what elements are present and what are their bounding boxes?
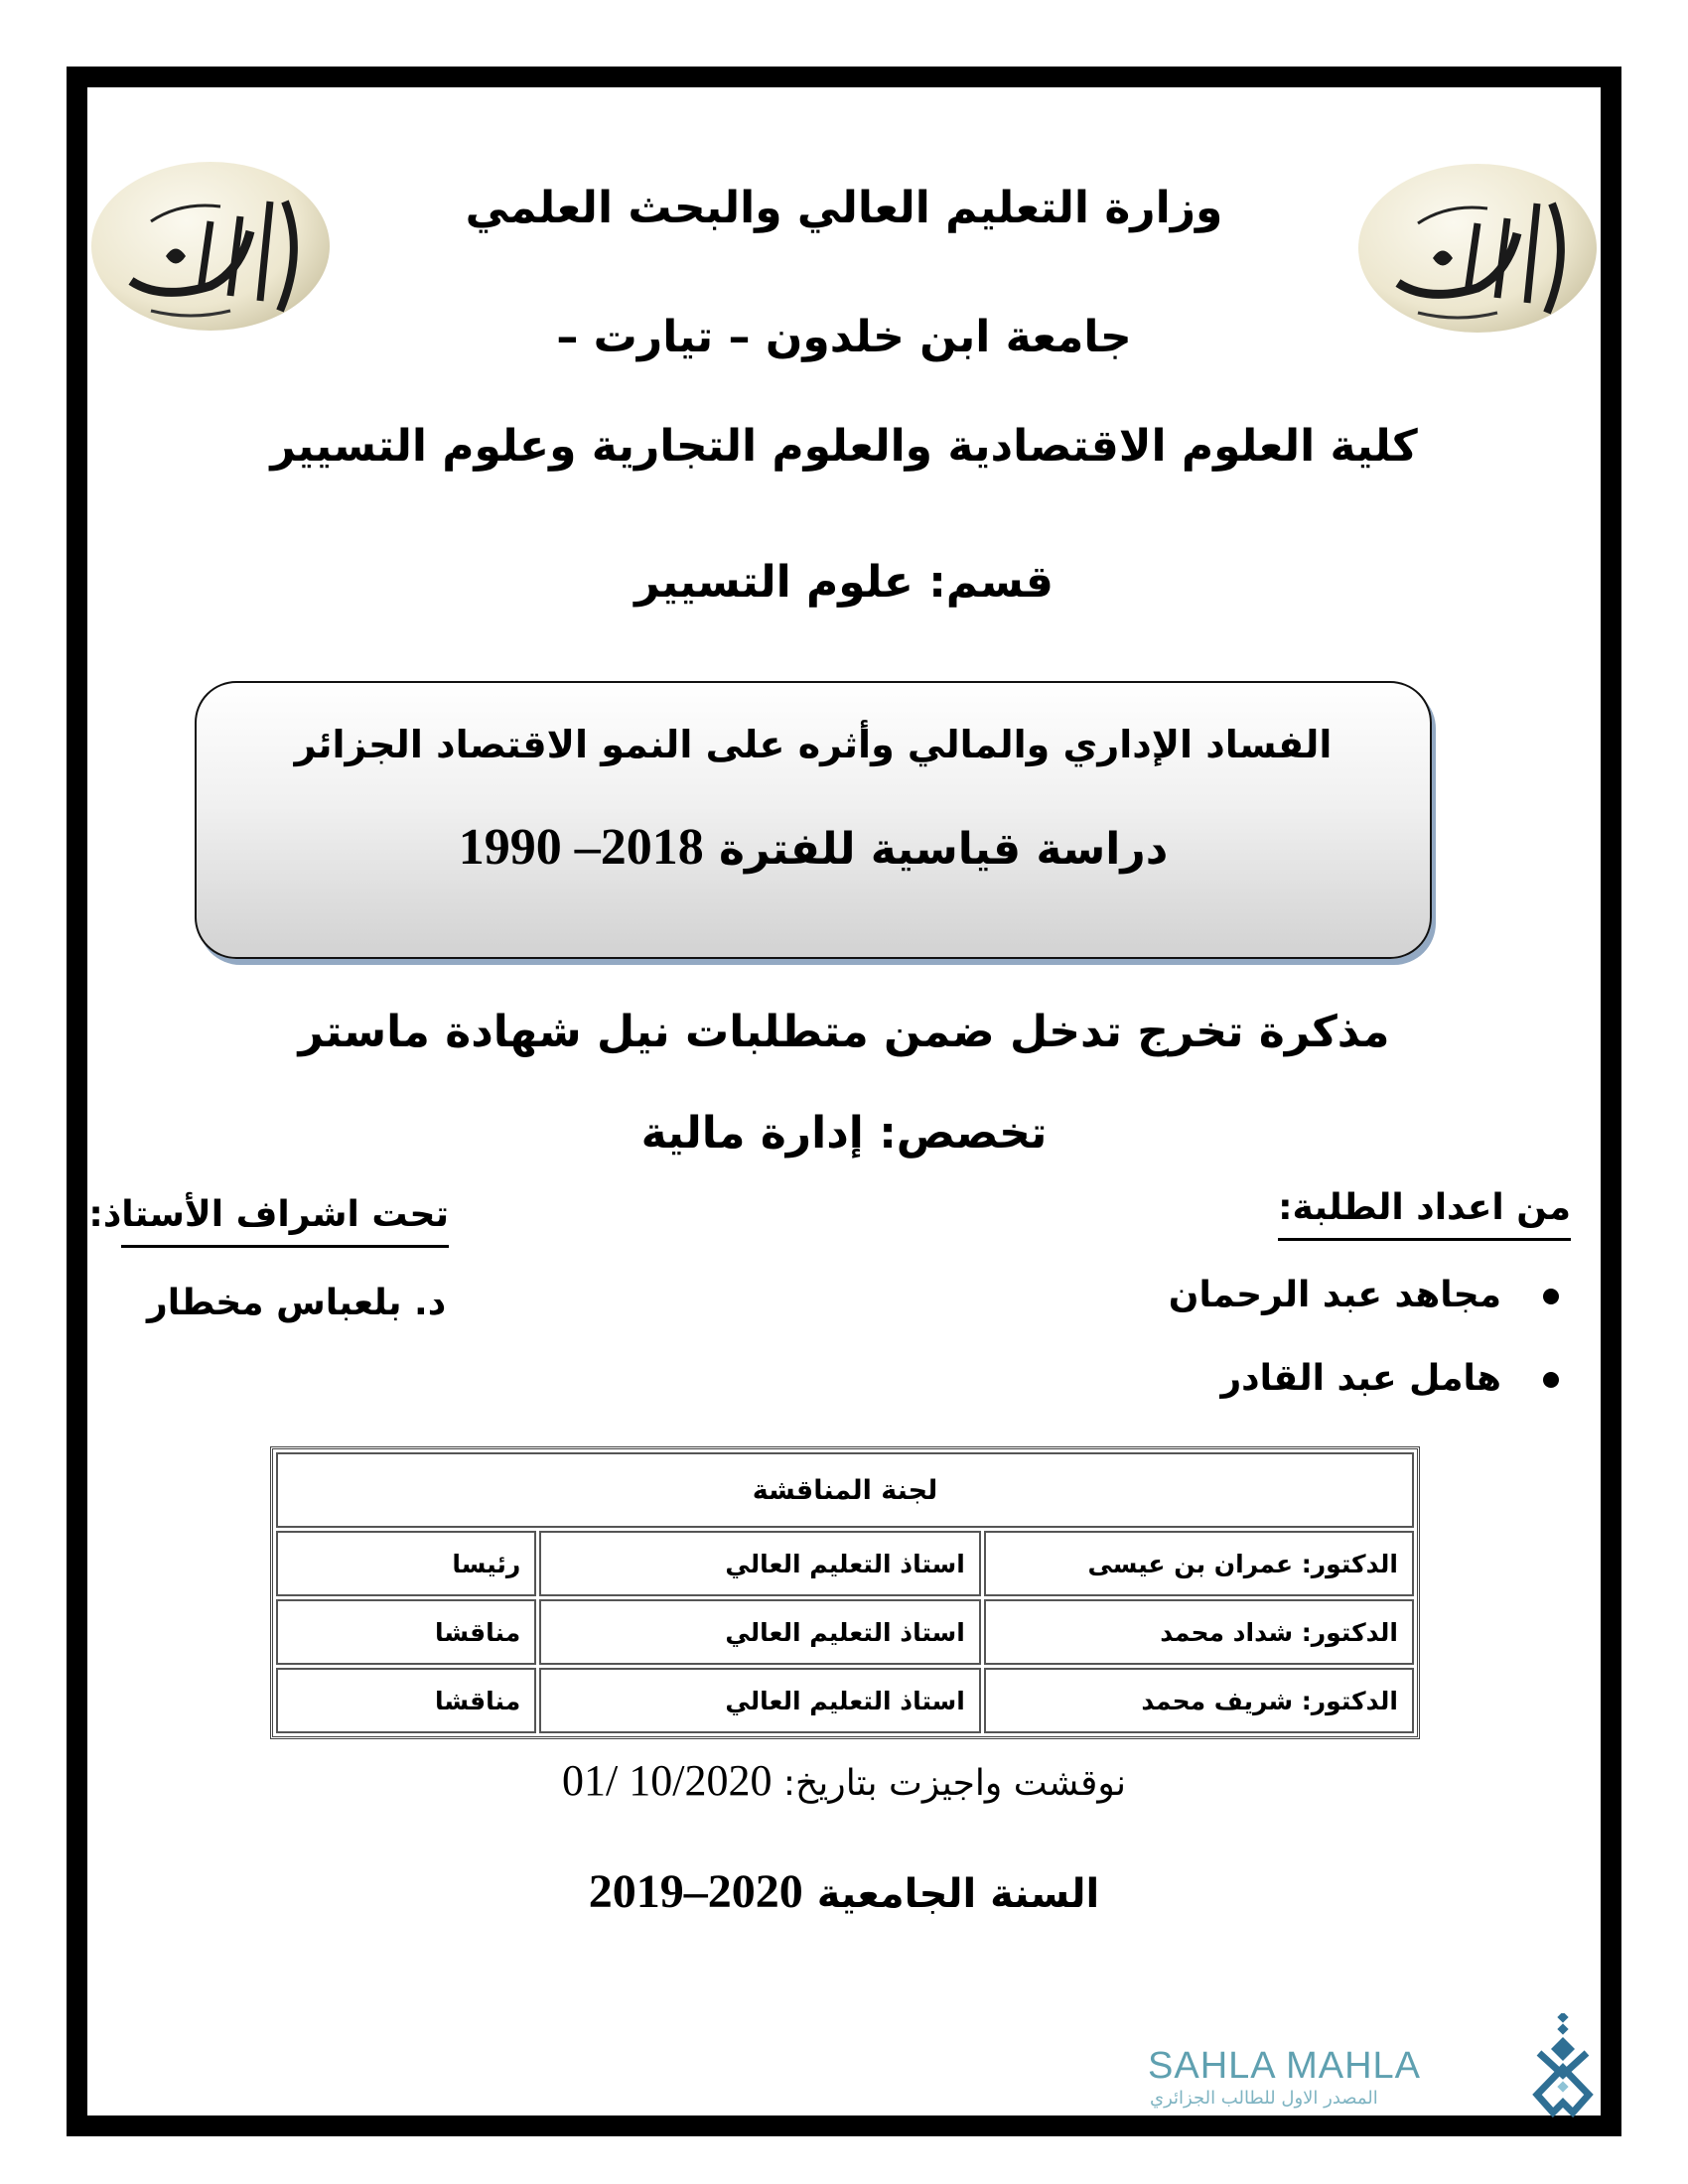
defense-date-line (0, 1755, 1688, 1806)
supervisor-name: د. بلعباس مخطار (147, 1283, 447, 1323)
faculty-heading: كلية العلوم الاقتصادية والعلوم التجارية وعلوم التسيير (270, 421, 1418, 472)
table-row (276, 1668, 1414, 1733)
students-heading: من اعداد الطلبة: (1278, 1187, 1571, 1241)
thesis-title: الفساد الإداري والمالي وأثره على النمو الاقتصاد الجزائر (294, 723, 1333, 766)
thesis-subtitle (197, 818, 1430, 877)
committee-title: لجنة المناقشة (276, 1452, 1414, 1528)
specialty: تخصص: إدارة مالية (640, 1108, 1048, 1159)
member-rank: استاذ التعليم العالي (539, 1668, 981, 1733)
watermark-brand: SAHLA MAHLA (1148, 2045, 1421, 2087)
university-heading: جامعة ابن خلدون – تيارت – (556, 312, 1132, 362)
watermark-tagline: المصدر الاول للطالب الجزائري (1150, 2088, 1378, 2109)
table-row (276, 1531, 1414, 1596)
member-name: الدكتور: شريف محمد (984, 1668, 1414, 1733)
academic-year-value: 2019–2020 (588, 1865, 803, 1918)
thesis-title-box (195, 681, 1432, 959)
member-role: مناقشا (276, 1599, 536, 1665)
member-rank: استاذ التعليم العالي (539, 1599, 981, 1665)
bullet-icon (1543, 1289, 1559, 1304)
member-rank: استاذ التعليم العالي (539, 1531, 981, 1596)
ministry-heading: وزارة التعليم العالي والبحث العلمي (465, 183, 1223, 233)
bullet-icon (1543, 1372, 1559, 1388)
committee-table (270, 1446, 1420, 1739)
supervisor-heading: تحت اشراف الأستاذ: (121, 1194, 449, 1248)
thesis-subtitle-text: دراسة قياسية للفترة (719, 824, 1169, 875)
member-role: رئيسا (276, 1531, 536, 1596)
table-header-row (276, 1452, 1414, 1528)
student-name: مجاهد عبد الرحمان (1168, 1275, 1501, 1315)
defense-date: 01/ 10/2020 (562, 1756, 773, 1805)
member-name: الدكتور: شداد محمد (984, 1599, 1414, 1665)
table-row (276, 1599, 1414, 1665)
member-role: مناقشا (276, 1668, 536, 1733)
defense-label: نوقشت واجيزت بتاريخ: (782, 1763, 1126, 1804)
thesis-period-years: 1990 –2018 (458, 819, 704, 876)
student-item (1220, 1358, 1559, 1399)
student-name: هامل عبد القادر (1220, 1358, 1501, 1399)
page-border-frame (67, 67, 1621, 2136)
thesis-purpose: مذكرة تخرج تدخل ضمن متطلبات نيل شهادة ماستر (298, 1007, 1390, 1057)
watermark-logo-icon (1529, 2013, 1599, 2122)
department-heading: قسم: علوم التسيير (634, 557, 1054, 608)
academic-year-label: السنة الجامعية (816, 1871, 1100, 1917)
academic-year-line (0, 1864, 1688, 1919)
student-item (1169, 1275, 1559, 1315)
member-name: الدكتور: عمران بن عيسى (984, 1531, 1414, 1596)
